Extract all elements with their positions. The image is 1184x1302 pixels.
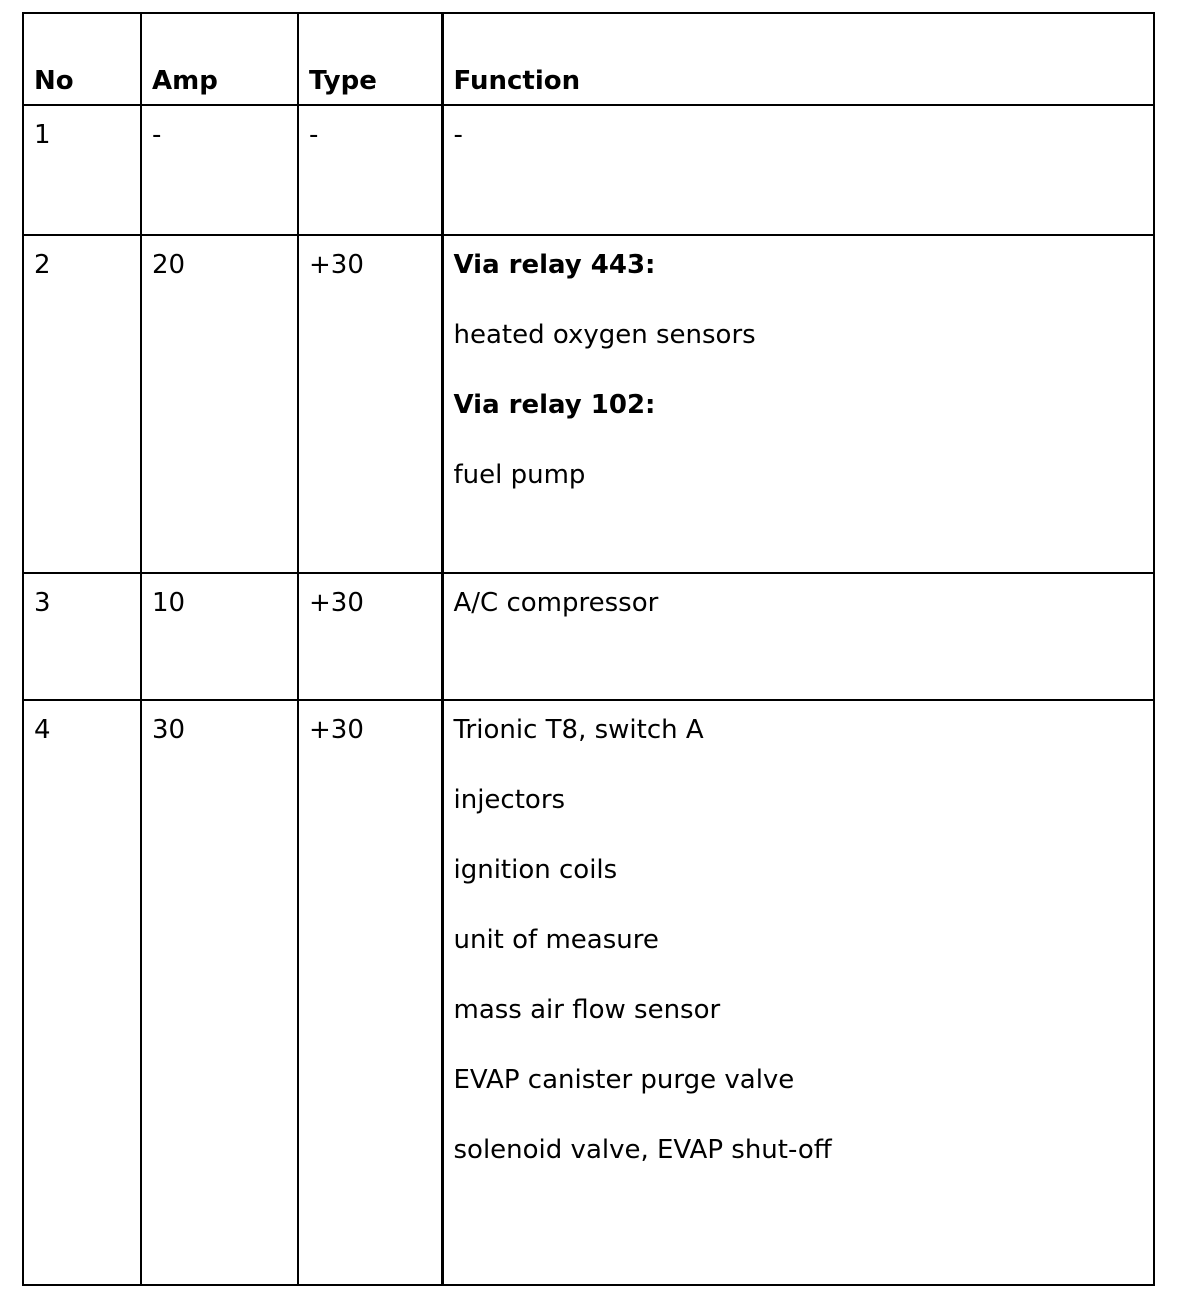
table-row [23, 573, 1154, 700]
cell-amp: 20 [141, 235, 298, 573]
function-line: - [453, 120, 463, 150]
function-line: heated oxygen sensors [453, 320, 756, 350]
table-header-row [23, 13, 1154, 105]
function-line: injectors [453, 785, 566, 815]
cell-function [442, 573, 1154, 700]
fuse-table [22, 12, 1155, 1286]
table-row [23, 700, 1154, 1285]
relay-heading: Via relay 102: [453, 390, 656, 420]
cell-function [442, 235, 1154, 573]
function-line: Trionic T8, switch A [453, 715, 704, 745]
function-line: ignition coils [453, 855, 618, 885]
cell-function [442, 105, 1154, 235]
cell-amp: 30 [141, 700, 298, 1285]
cell-no: 4 [23, 700, 141, 1285]
cell-amp: - [141, 105, 298, 235]
function-line: A/C compressor [453, 588, 659, 618]
header-amp: Amp [141, 13, 298, 105]
table-row [23, 235, 1154, 573]
header-type: Type [298, 13, 442, 105]
cell-amp: 10 [141, 573, 298, 700]
function-line: EVAP canister purge valve [453, 1065, 795, 1095]
header-function: Function [442, 13, 1154, 105]
cell-type: +30 [298, 700, 442, 1285]
function-line: unit of measure [453, 925, 659, 955]
header-no: No [23, 13, 141, 105]
cell-no: 1 [23, 105, 141, 235]
cell-type: +30 [298, 573, 442, 700]
function-line: fuel pump [453, 460, 586, 490]
cell-no: 2 [23, 235, 141, 573]
relay-heading: Via relay 443: [453, 250, 656, 280]
cell-type: +30 [298, 235, 442, 573]
cell-function [442, 700, 1154, 1285]
function-line: mass air flow sensor [453, 995, 721, 1025]
cell-type: - [298, 105, 442, 235]
table-row [23, 105, 1154, 235]
cell-no: 3 [23, 573, 141, 700]
function-line: solenoid valve, EVAP shut-off [453, 1135, 832, 1165]
